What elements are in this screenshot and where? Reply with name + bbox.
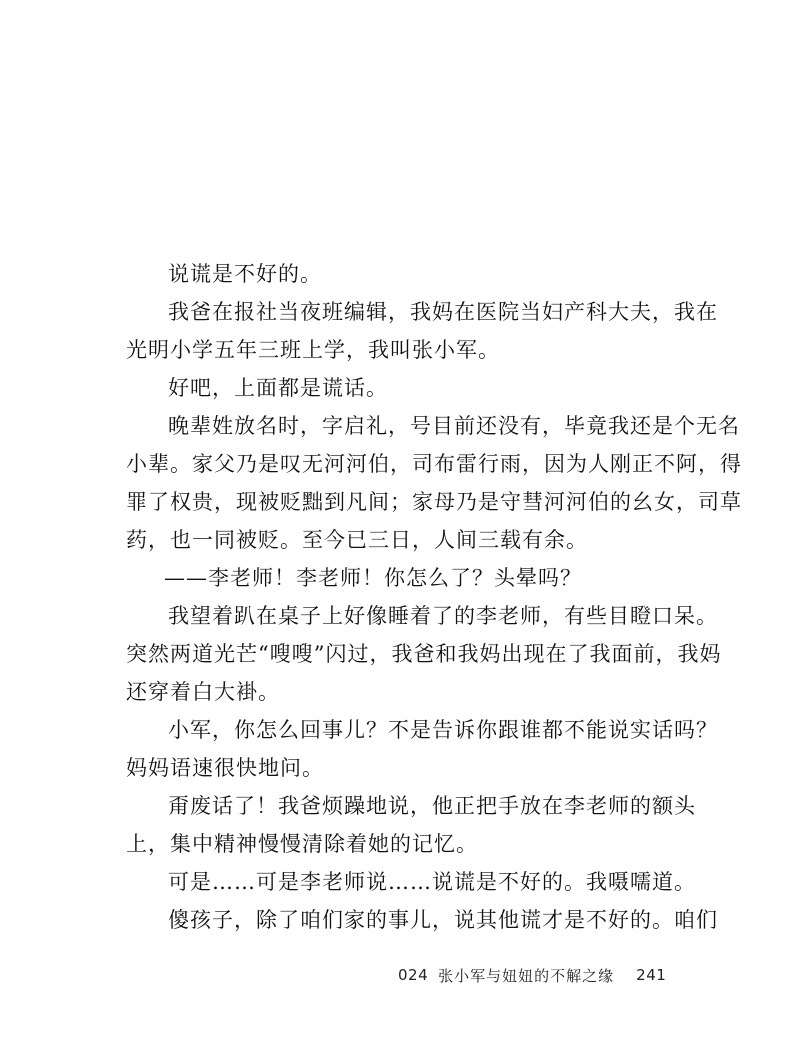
paragraph-line: 好吧，上面都是谎话。 xyxy=(168,376,388,400)
paragraph-line: 罪了权贵，现被贬黜到凡间；家母乃是守彗河河伯的幺女，司草 xyxy=(126,490,742,514)
paragraph-line: 上，集中精神慢慢清除着她的记忆。 xyxy=(126,832,478,856)
page-footer xyxy=(398,963,666,987)
paragraph-line: 说谎是不好的。 xyxy=(168,262,322,286)
paragraph-line: 我望着趴在桌子上好像睡着了的李老师，有些目瞪口呆。 xyxy=(168,604,718,628)
paragraph-line: 妈妈语速很快地问。 xyxy=(126,756,324,780)
paragraph-line: 光明小学五年三班上学，我叫张小军。 xyxy=(126,338,500,362)
page-number: 241 xyxy=(636,966,667,984)
paragraph-line: 晚辈姓放名时，字启礼，号目前还没有，毕竟我还是个无名 xyxy=(168,414,740,438)
paragraph-line: 傻孩子，除了咱们家的事儿，说其他谎才是不好的。咱们 xyxy=(168,908,718,932)
body-text xyxy=(126,255,742,939)
paragraph-line: 我爸在报社当夜班编辑，我妈在医院当妇产科大夫，我在 xyxy=(168,300,718,324)
paragraph-line: ——李老师！李老师！你怎么了？头晕吗？ xyxy=(164,566,582,590)
paragraph-line: 还穿着白大褂。 xyxy=(126,680,280,704)
paragraph-line: 小军，你怎么回事儿？不是告诉你跟谁都不能说实话吗？ xyxy=(168,718,718,742)
chapter-number: 024 xyxy=(398,966,429,984)
paragraph-line: 药，也一同被贬。至今已三日，人间三载有余。 xyxy=(126,528,588,552)
paragraph-line: 小辈。家父乃是叹无河河伯，司布雷行雨，因为人刚正不阿，得 xyxy=(126,452,742,476)
paragraph-line: 突然两道光芒“嗖嗖”闪过，我爸和我妈出现在了我面前，我妈 xyxy=(126,642,722,666)
chapter-title: 张小军与妞妞的不解之缘 xyxy=(438,966,615,985)
paragraph-line: 可是……可是李老师说……说谎是不好的。我嗫嚅道。 xyxy=(168,870,696,894)
paragraph-line: 甭废话了！我爸烦躁地说，他正把手放在李老师的额头 xyxy=(168,794,696,818)
